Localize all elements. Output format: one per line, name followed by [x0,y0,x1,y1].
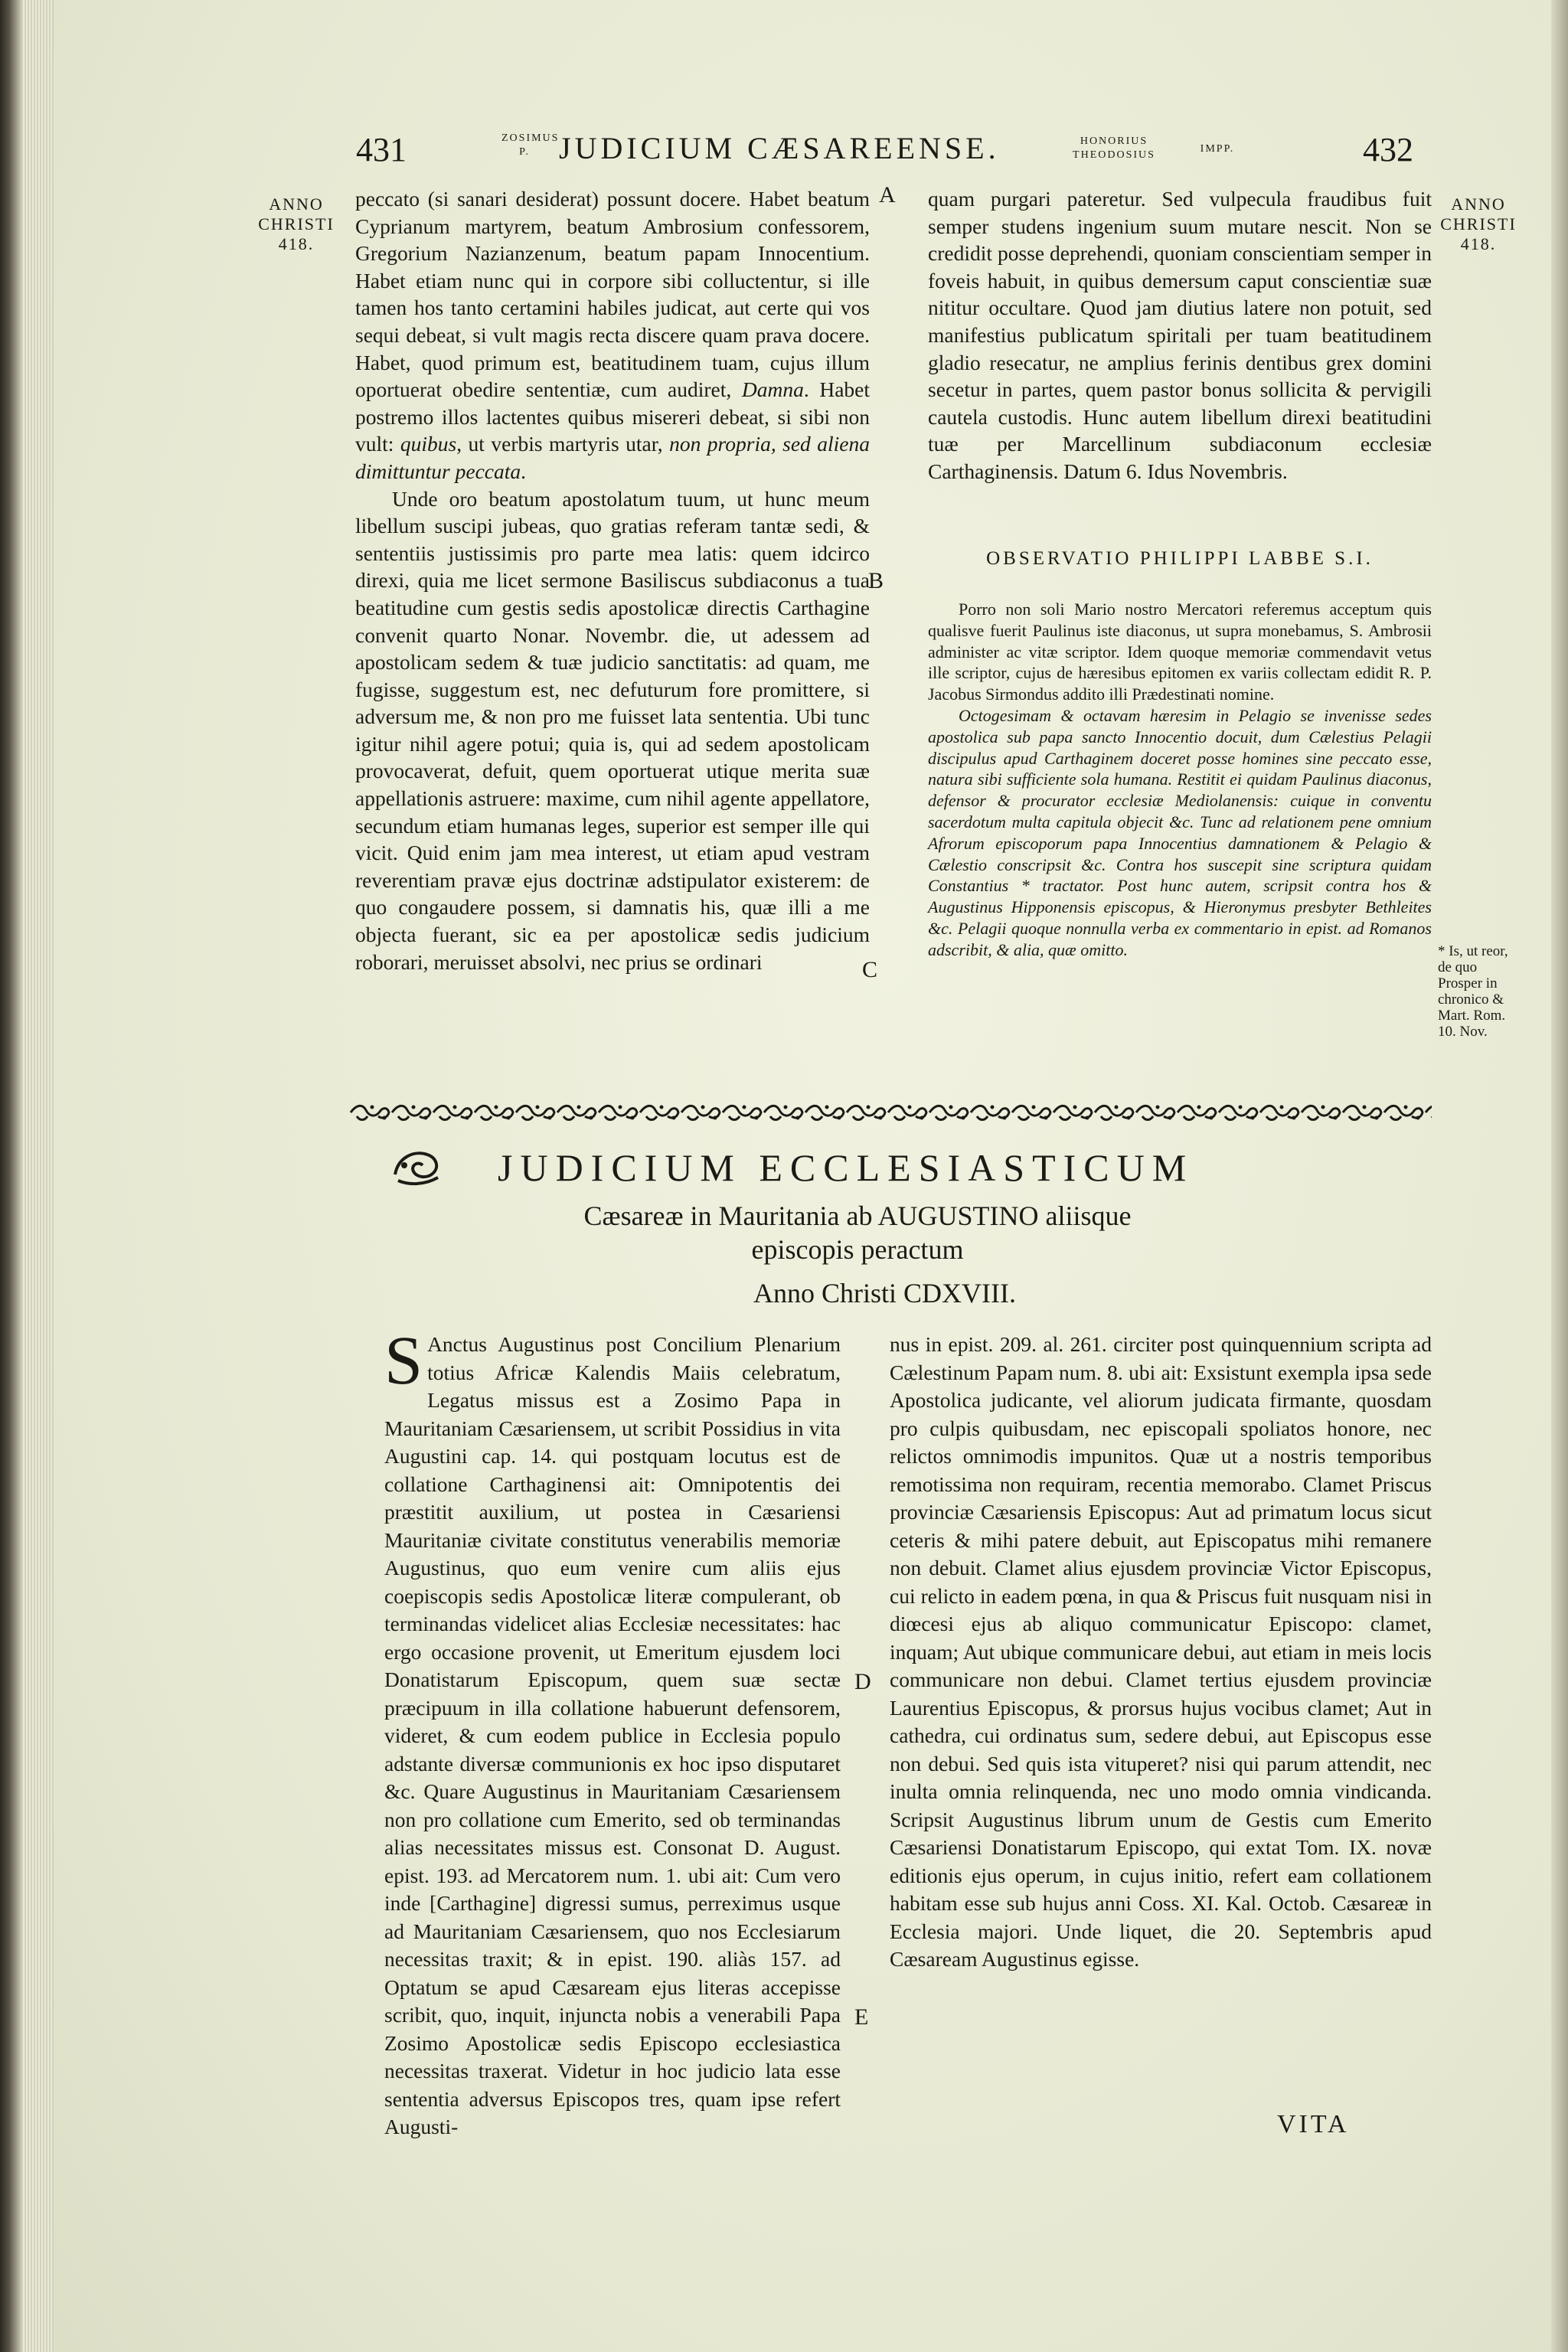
top-left-column [355,185,870,1089]
paragraph [355,185,870,485]
text-run: . Habet postremo illos lactentes quibus misereri debeat, si sibi non vult: [355,377,870,456]
margin-anno-left: ANNO CHRISTI 418. [258,194,335,253]
page-edges [23,0,54,2352]
running-head-right-small: HONORIUS THEODOSIUS [1073,136,1155,161]
section-title: JUDICIUM ECCLESIASTICUM [498,1146,1194,1189]
italic-run: Octogesimam & octavam hæresim in Pelagio se invenisse sedes apostolica sub papa sancto Innocentio docuit, dum Cælestius Pelagii discipulus apud Carthaginem doceret posse homines sine peccato esse, natura sibi sufficiente sola humana. Restitit ei quidam Paulinus diaconus, defensor & procurator ecclesiæ Mediolanensis: cuique in conventu sacerdotum multa capitula objecit &c. Tunc ad relationem pene omnium Afrorum episcoporum papa Innocentius damnationem & Pelagio & Cælestio conscripsit &c. Contra hos suscepit sine scriptura quidam Constantius * tractator. Post hunc autem, scripsit contra hos & Augustinus Hipponensis episcopus, & Hieronymus presbyter Bethleites &c. Pelagii quoque nonnulla verba ex commentario in epist. ad Romanos adscribit, & alia, quæ omitto. [928,705,1432,959]
drop-cap: S [384,1323,423,1399]
paragraph: quam purgari pateretur. Sed vulpecula fraudibus fuit semper studens ingenium suum mutare nescit. Non se credidit posse deprehendi, quoniam conscientiam semper in foveis habuit, in quibus demersum caput conscientiæ suæ nititur occultare. Quod jam diutius latere non potuit, sed manifestius publicatum spiritali per tuam beatitudinem gladio resecatur, ne amplius ferinis dentibus grex domini secetur in partes, quem pastor bonus sollicita & pervigili cautela custodis. Hunc autem libellum direxi beatitudini tuæ per Marcellinum subdiaconum ecclesiæ Carthaginensis. Datum 6. Idus Novembris. [928,187,1432,483]
top-right-column [928,185,1432,522]
paragraph [928,705,1432,961]
page [54,0,1568,2352]
anno-christi: Anno Christi CDXVIII. [753,1278,1016,1308]
section-letter-b: B [868,568,884,593]
text-run: nus in epist. 209. al. 261. circiter post quinquennium scripta ad Cælestinum Papam num. 8. ubi ait: Exsistunt exempla ipsa sede Apostolica judicante, vel aliorum judicata firmante, quosdam pro culpis quibusdam, nec episcopali spoliatos honore, nec relictos omnimodis impunitos. Quæ ut a nostris temporibus remotissima non requiram, recentia memorabo. Clamet Priscus provinciæ Cæsariensis Episcopus: Aut ad primatum locus sicut ceteris & mihi patere debuit, aut Episcopatus mihi remanere non debuit. Clamet alius ejusdem provinciæ Victor Episcopus, cui relicto in eadem pœna, in qua & Priscus fuit nusquam nisi in diœcesi ejus ab aliquo communicatur Episcopo: clamet, inquam; Aut ubique communicare debui, aut etiam in meis locis communicare non debui. Clamet tertius ejusdem provinciæ Laurentius Episcopus, & prorsus hujus vocibus clamet; Aut in cathedra, cui ordinatus sum, sedere debui, aut Episcopus esse non debui. Sed quis ista vituperet? nisi qui parum attendit, nec inulta omnia relinquenda, nec uno modo omnia vindicanda. Scripsit Augustinus librum unum de Gestis cum Emerito Cæsariensi Donatistarum Episcopo, qui extat Tom. IX. novæ editionis ejus operum, in cujus initio, refert eam collationem habitam esse sub hujus anni Coss. XI. Kal. Octob. Cæsareæ in Ecclesia majori. Unde liquet, die 20. Septembris apud Cæsaream Augustinus egisse. [890,1332,1432,1971]
book-spine-shadow [0,0,23,2352]
italic-run: non propria, sed aliena dimittuntur peccata [355,432,870,483]
margin-note-is-ut-reor: * Is, ut reor, de quo Prosper in chronico & Mart. Rom. 10. Nov. [1438,943,1508,1040]
catchword: VITA [1277,2110,1350,2138]
left-page-number: 431 [356,131,407,168]
section2-left-column [384,1323,841,2138]
paragraph [890,1331,1432,1974]
text-run: , ut verbis martyris utar, [456,432,670,456]
running-head-right-suffix: IMPP. [1200,143,1235,155]
observatio-title: OBSERVATIO PHILIPPI LABBE S.I. [986,548,1374,569]
ornamental-band [349,1102,1432,1122]
right-page-edge [1551,0,1568,2352]
margin-anno-right: ANNO CHRISTI 418. [1440,194,1517,253]
section-letter-c: C [862,957,878,982]
running-head-left-small: ZOSIMUS P. [501,132,560,158]
running-title: JUDICIUM CÆSAREENSE. [559,131,1000,165]
paragraph: Unde oro beatum apostolatum tuum, ut hunc meum libellum suscipi jubeas, quo gratias referam tantæ sedi, & sententiis justissimis pro parte mea latis: quem idcirco direxi, quia me licet sermone Basiliscus subdiaconus a tua beatitudine cum gestis sedis apostolicæ directis Carthagine convenit quarto Nonar. Novembr. die, ut adessem ad apostolicam sedem & tuæ judicio sanctitatis: ad quam, me fugisse, suggestum est, nec defuturum fore promittere, si adversum me, & non pro me fuisset lata sententia. Ubi tunc igitur nihil agere potui; quia is, qui ad sedem apostolicam provocaverat, defuit, quem oportuerat utique merita suæ appellationis astruere: maxime, cum nihil agente appellatore, secundum etiam humanas leges, superior est semper ille qui vicit. Quid enim jam mea interest, ut etiam apud vestram reverentiam pravæ ejus doctrinæ adstipulator existerem: de quo congaudere possem, si damnatis his, quæ illi a me objecta fuerant, sic ea per apostolicæ sedis judicium roborari, meruisset absolvi, nec prius se ordinari [355,486,870,974]
section-letter-a: A [879,182,896,207]
paragraph: Porro non soli Mario nostro Mercatori referemus acceptum quis qualisve fuerit Paulinus iste diaconus, ut supra monebamus, S. Ambrosii administer ac vitæ scriptor. Idem quoque memoriæ commendavit vetus ille scriptor, cujus de hæresibus epitomen ex variis collectam edidit R. P. Jacobus Sirmondus addito illi Prædestinati nomine. [928,599,1432,704]
text-run: Anctus Augustinus post Concilium Plenarium totius Africæ Kalendis Maiis celebratum, Legatus missus est a Zosimo Papa in Mauritaniam Cæsariensem, ut scribit Possidius in vita Augustini cap. 14. qui postquam locutus est de collatione Carthaginensi ait: Omnipotentis dei præstitit auxilium, ut postea in Cæsariensi Mauritaniæ civitate constitutus venerabilis memoriæ Augustinus, quo eum venire cum aliis ejus coepiscopis sedis Apostolicæ literæ compulerant, ob terminandas videlicet alias Ecclesiæ necessitates: hac ergo occasione provenit, ut Emeritum ejusdem loci Donatistarum Episcopum, quem suæ sectæ præcipuum in illa collatione habuerunt defensorem, videret, & cum eodem publice in Ecclesia populo adstante diversæ communionis ex hoc ipso disputaret &c. Quare Augustinus in Mauritaniam Cæsariensem non pro collatione cum Emerito, sed ob terminandas alias necessitates missus est. Consonat D. August. epist. 193. ad Mercatorem num. 1. ubi ait: Cum vero inde [Carthagine] digressi sumus, perreximus usque ad Mauritaniam Cæsariensem, quo nos Ecclesiarum necessitas traxit; & in epist. 190. aliàs 157. ad Optatum se apud Cæsaream ejus literas accepisse scribit, quo, inquit, injuncta nobis a venerabili Papa Zosimo Apostolicæ sedis Episcopo ecclesiastica necessitas traxerat. Videtur in hoc judicio lata esse sententia adversus Episcopos tres, quam ipse refert Augusti- [384,1332,841,2138]
italic-run: Damna [741,377,804,402]
paragraph [384,1323,841,2141]
observatio-text [928,599,1432,1089]
section-letter-e: E [854,2004,869,2030]
text-run: peccato (si sanari desiderat) possunt docere. Habet beatum Cyprianum martyrem, beatum Ambrosium confessorem, Gregorium Nazianzenum, beatum papam Innocentium. Habet etiam nunc qui in corpore sibi colluctentur, si ille tamen hos tanto certamini habiles judicat, aut certe qui vos sequi debeat, si vult magis recta discere quam prava docere. Habet, quod primum est, beatitudinem tuam, cujus illum oportuerat obedire sententiæ, cum audiret, [355,187,870,402]
right-page-number: 432 [1363,131,1413,168]
section-subtitle-line1: Cæsareæ in Mauritania ab AUGUSTINO aliisque [583,1200,1132,1231]
fleuron-icon [390,1144,444,1187]
section2-right-column [890,1331,1432,2104]
text-run: . [521,459,527,483]
section-subtitle-line2: episcopis peractum [751,1234,964,1265]
italic-run: quibus [400,432,457,456]
section-letter-d: D [854,1669,871,1694]
